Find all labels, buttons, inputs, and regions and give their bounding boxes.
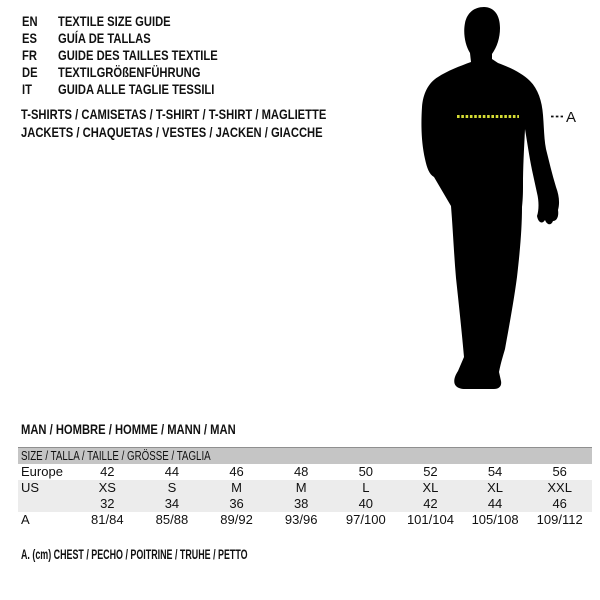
size-cell: 85/88: [155, 512, 189, 527]
category-line-jackets: JACKETS / CHAQUETAS / VESTES / JACKEN / GIACCHE: [21, 123, 323, 140]
size-cell: S: [167, 480, 177, 495]
size-cell: 54: [487, 464, 503, 479]
language-label: GUIDE DES TAILLES TEXTILE: [58, 47, 218, 63]
language-row-fr: [22, 47, 218, 64]
size-cell: 36: [229, 496, 244, 511]
language-label: GUIDA ALLE TAGLIE TESSILI: [58, 81, 215, 97]
size-cell: 38: [293, 496, 309, 511]
size-cell: 93/96: [284, 512, 318, 527]
size-cell: 42: [100, 464, 115, 479]
size-cell: L: [362, 480, 370, 495]
language-code: DE: [22, 64, 38, 80]
category-line-tshirts: T-SHIRTS / CAMISETAS / T-SHIRT / T-SHIRT / MAGLIETTE: [21, 106, 327, 122]
language-code: FR: [22, 47, 37, 63]
table-row-chest-a: [18, 512, 592, 528]
row-label: Europe: [21, 464, 63, 479]
language-label: TEXTILGRÖßENFÜHRUNG: [58, 64, 201, 80]
size-cell: 101/104: [406, 512, 454, 527]
row-label: [18, 496, 75, 512]
row-label: US: [21, 480, 40, 495]
size-cell: 56: [552, 464, 567, 479]
size-cell: 109/112: [536, 512, 583, 527]
row-label: A: [21, 512, 30, 527]
language-label: TEXTILE SIZE GUIDE: [58, 13, 171, 29]
section-title: MAN / HOMBRE / HOMME / MANN / MAN: [21, 421, 236, 437]
size-cell: 48: [293, 464, 309, 479]
measurement-footnote: A. (cm) CHEST / PECHO / POITRINE / TRUHE / PETTO: [21, 547, 248, 562]
table-row-europe: [18, 464, 592, 480]
size-cell: 97/100: [345, 512, 386, 527]
man-silhouette-figure: [410, 0, 600, 400]
size-cell: 89/92: [220, 512, 253, 527]
size-cell: M: [231, 480, 242, 495]
table-row-us-numeric: [18, 496, 592, 512]
man-silhouette: [421, 7, 559, 389]
language-label: GUÍA DE TALLAS: [58, 30, 151, 46]
language-list: [22, 13, 267, 98]
size-cell: XL: [487, 480, 504, 495]
language-code: IT: [22, 81, 32, 97]
measure-label-a: A: [566, 109, 577, 126]
size-cell: 34: [164, 496, 180, 511]
size-cell: 81/84: [91, 512, 124, 527]
size-cell: 46: [229, 464, 244, 479]
size-cell: 40: [358, 496, 374, 511]
size-cell: 46: [552, 496, 567, 511]
size-cell: 32: [100, 496, 115, 511]
language-code: EN: [22, 13, 38, 29]
size-cell: 42: [423, 496, 438, 511]
language-row-es: [22, 30, 218, 47]
size-cell: 44: [164, 464, 180, 479]
language-row-de: [22, 64, 218, 81]
language-row-en: [22, 13, 218, 30]
size-table-header: SIZE / TALLA / TAILLE / GRÖSSE / TAGLIA: [18, 447, 592, 464]
size-cell: M: [295, 480, 307, 495]
size-cell: 52: [423, 464, 438, 479]
language-code: ES: [22, 30, 37, 46]
category-lines: [21, 106, 403, 141]
size-cell: XS: [98, 480, 116, 495]
table-row-us: [18, 480, 592, 496]
size-table: [18, 447, 592, 528]
size-cell: 105/108: [471, 512, 519, 527]
size-cell: XXL: [547, 480, 572, 495]
size-cell: 44: [487, 496, 503, 511]
language-row-it: [22, 81, 218, 98]
size-cell: 50: [358, 464, 374, 479]
size-cell: XL: [422, 480, 439, 495]
